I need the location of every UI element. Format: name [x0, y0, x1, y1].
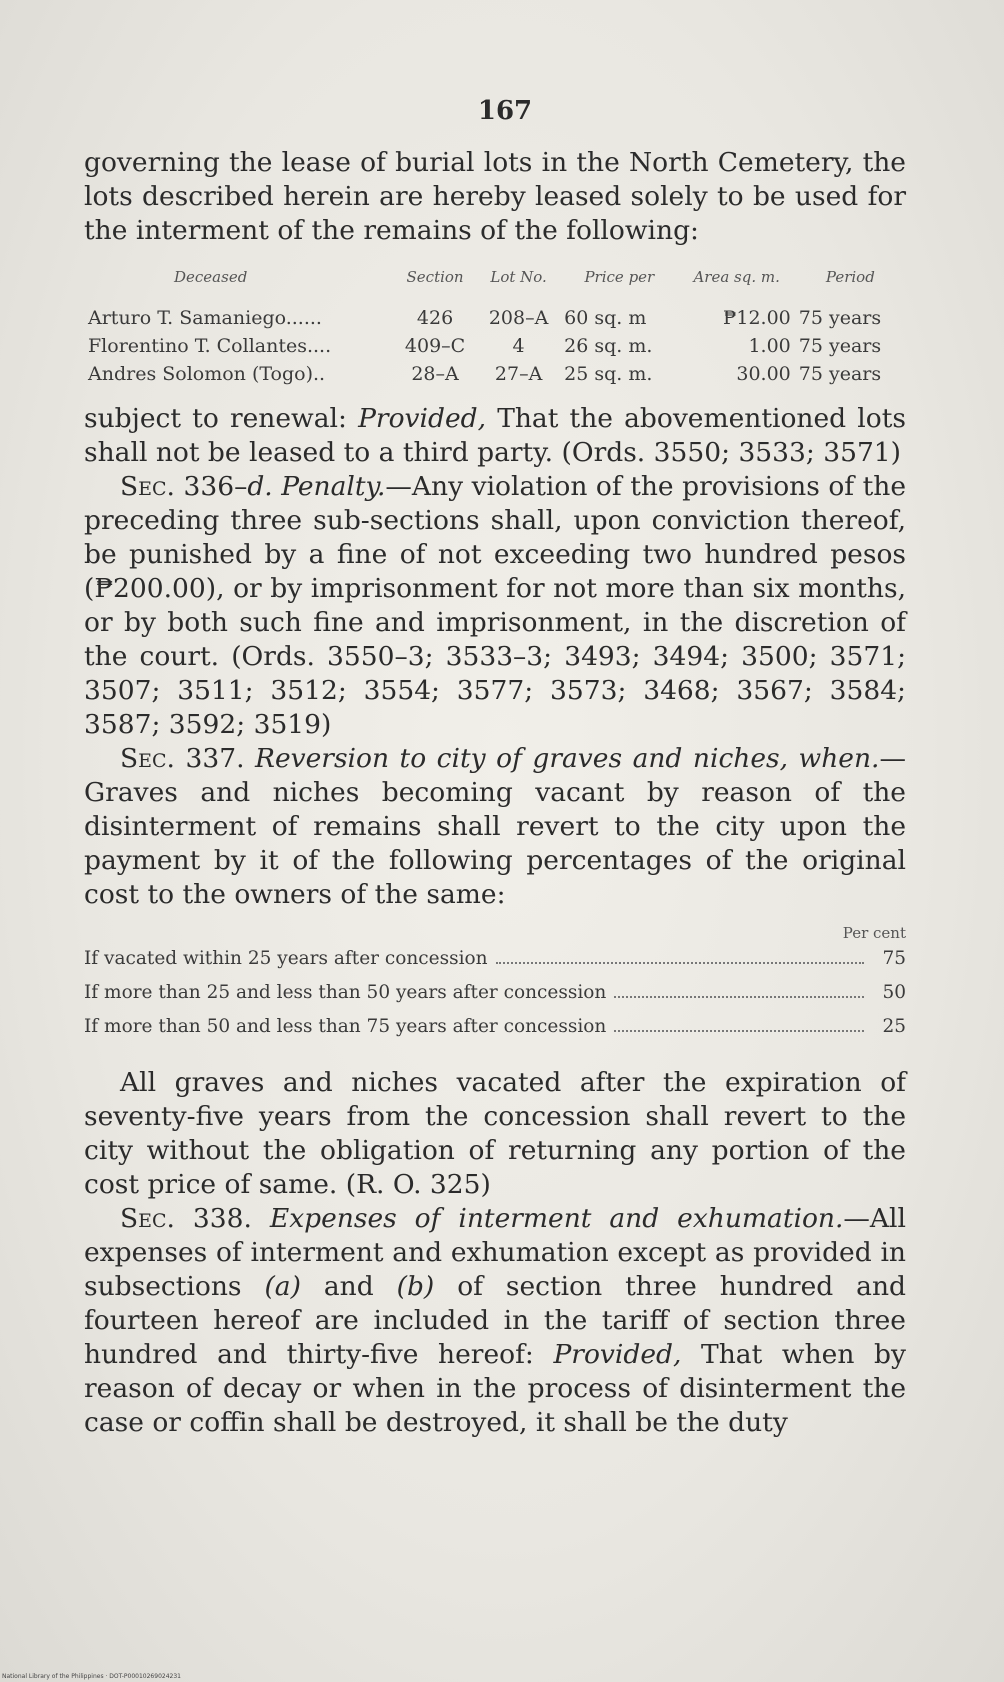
section-heading: d. Penalty. — [247, 471, 386, 502]
header-section: Section — [406, 268, 464, 286]
subject-rest: That the abovementioned lots shall not be leased to a third party. (Ords. 3550; 3533; 3571) — [84, 403, 906, 468]
deceased-cell: Florentino T. Collantes.... — [88, 335, 332, 357]
subsection-b: (b) — [396, 1271, 435, 1302]
percent-header: Per cent — [842, 924, 906, 942]
table-row — [84, 360, 906, 388]
lot-cell: 4 — [512, 335, 525, 357]
price-cell: 60 sq. m — [564, 307, 647, 329]
section-label: Sec. 337. — [120, 743, 255, 774]
header-area: Area sq. m. — [693, 268, 780, 286]
lease-table-header — [84, 268, 906, 304]
section-cell: 409–C — [404, 335, 466, 357]
section-label: Sec. 336– — [120, 471, 248, 502]
intro-paragraph: governing the lease of burial lots in the North Cemetery, the lots described herein are hereby leased solely to be used for the interment of the remains of the following: — [84, 147, 906, 246]
section-label: Sec. 338. — [120, 1203, 270, 1234]
header-price: Price per — [584, 268, 655, 286]
lot-cell: 27–A — [494, 363, 543, 385]
subject-paragraph — [84, 402, 906, 470]
percent-value: 50 — [882, 982, 906, 1003]
all-graves-paragraph: All graves and niches vacated after the expiration of seventy-five years from the concession shall revert to the city without the obligation of returning any portion of the cost price of same. (R. O. 325) — [84, 1067, 906, 1200]
table-row — [84, 982, 906, 1016]
percent-value: 75 — [882, 948, 906, 969]
section-cell: 28–A — [411, 363, 459, 385]
area-cell: ₱12.00 — [722, 307, 791, 329]
section-text: —Any violation of the provisions of the preceding three sub-sections shall, upon conviction thereof, be punished by a fine of not exceeding two hundred pesos (₱200.00), or by imprisonment for not more than six months, or by both such fine and imprisonment, in the discretion of the court. (Ords. 3550–3; 3533–3; 3493; 3494; 3500; 3571; 3507; 3511; 3512; 3554; 3577; 3573; 3468; 3567; 3584; 3587; 3592; 3519) — [84, 471, 907, 740]
section-338 — [84, 1202, 906, 1440]
subject-lead: subject to renewal: — [84, 403, 359, 434]
percentage-table — [84, 924, 906, 1050]
section-text: and — [300, 1271, 397, 1302]
text-column — [84, 96, 906, 1440]
percent-value: 25 — [882, 1016, 906, 1037]
period-cell: 75 years — [798, 335, 882, 357]
lease-table — [84, 268, 906, 388]
table-row — [84, 304, 906, 332]
section-337 — [84, 742, 906, 912]
table-row — [84, 1016, 906, 1050]
lot-cell: 208–A — [488, 307, 549, 329]
scan-footer: National Library of the Philippines · DOT-P00010269024231 — [2, 1673, 181, 1680]
header-deceased: Deceased — [174, 268, 248, 286]
percent-label: If more than 50 and less than 75 years after concession — [84, 1016, 607, 1037]
section-text: of section three hundred and fourteen hereof are included in the tariff of section three hundred and thirty-five hereof: — [84, 1271, 906, 1370]
dot-leader — [496, 962, 864, 964]
table-row — [84, 332, 906, 360]
deceased-cell: Andres Solomon (Togo).. — [88, 363, 326, 385]
page-number: 167 — [477, 96, 533, 126]
dot-leader — [614, 1030, 864, 1032]
period-cell: 75 years — [798, 307, 882, 329]
dot-leader — [614, 996, 864, 998]
area-cell: 1.00 — [748, 335, 791, 357]
price-cell: 26 sq. m. — [564, 335, 653, 357]
percent-label: If more than 25 and less than 50 years after concession — [84, 982, 607, 1003]
section-heading: Expenses of interment and exhumation. — [269, 1203, 844, 1234]
section-text: That when by reason of decay or when in the process of disinterment the case or coffin shall be destroyed, it shall be the duty — [84, 1339, 906, 1438]
period-cell: 75 years — [798, 363, 882, 385]
header-period: Period — [825, 268, 875, 286]
deceased-cell: Arturo T. Samaniego...... — [88, 307, 322, 329]
provided-italic: Provided, — [553, 1339, 682, 1370]
area-cell: 30.00 — [736, 363, 791, 385]
percent-label: If vacated within 25 years after concession — [84, 948, 488, 969]
price-cell: 25 sq. m. — [564, 363, 653, 385]
table-row — [84, 948, 906, 982]
header-lot: Lot No. — [490, 268, 547, 286]
section-336d — [84, 470, 906, 742]
subsection-a: (a) — [264, 1271, 301, 1302]
section-heading: Reversion to city of graves and niches, when. — [255, 743, 880, 774]
provided-italic: Provided, — [358, 403, 487, 434]
section-text: —All expenses of interment and exhumation except as provided in subsections — [84, 1203, 906, 1302]
section-text: —Graves and niches becoming vacant by reason of the disinterment of remains shall revert to the city upon the payment by it of the following percentages of the original cost to the owners of the same: — [84, 743, 906, 910]
section-cell: 426 — [416, 307, 454, 329]
